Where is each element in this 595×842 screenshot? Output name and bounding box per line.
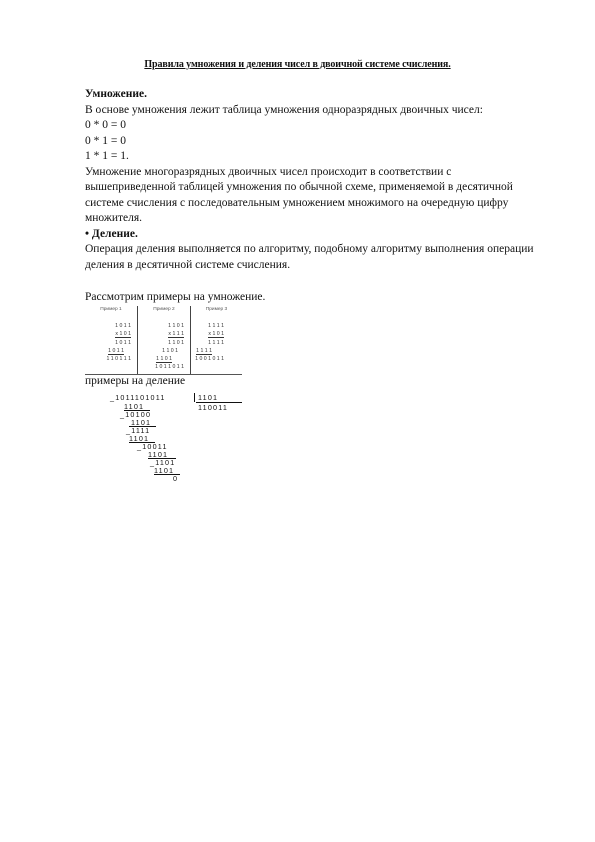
example-line: 1 1 0 1 [162,348,178,354]
example-line: 1 0 1 1 0 1 1 [155,364,184,370]
page-title: Правила умножения и деления чисел в двоичной системе счисления. [144,59,451,70]
multiplication-examples-caption: Рассмотрим примеры на умножение. [85,291,266,303]
multiplication-section [85,87,535,273]
example-line: 1 1 1 1 [196,348,212,354]
division-step: 1101 [129,434,150,443]
division-remainder: 0 [173,474,179,483]
example-header: Пример 2 [153,307,175,312]
example-column [138,306,190,375]
rule-line: 0 * 1 = 0 [85,134,126,147]
multiplication-intro: В основе умножения лежит таблица умножения одноразрядных двоичных чисел: [85,103,483,116]
multiplication-text: Умножение многоразрядных двоичных чисел происходит в соответствии с вышеприведенной таблицей умножения по обычной схеме, применяемой в десятичной системе счисления с последовательным умножением множимого на очередную цифру множителя. [85,165,513,224]
example-line: x 1 0 1 [208,331,224,337]
example-line: 1 0 1 1 [108,348,124,354]
division-bar [194,393,195,402]
example-line: 1 1 0 1 [156,356,172,362]
quotient: 110011 [198,403,229,412]
example-line: x 1 0 1 [115,331,131,337]
example-line: 1 1 0 1 [168,340,184,346]
division-heading: • Деление. [85,227,138,240]
division-step: 1101 [131,418,152,427]
divisor: 1101 [198,393,219,402]
division-examples-caption: примеры на деление [85,375,186,387]
rule-line: 1 * 1 = 1. [85,150,129,162]
multiplication-examples-table [85,306,242,375]
division-step: _10011 [137,442,168,451]
division-step: _1111 [126,426,151,435]
example-line: 1 0 0 1 0 1 1 [195,356,224,362]
example-line: 1 1 1 1 [208,323,224,329]
example-header: Пример 3 [205,307,228,312]
example-line: 1 1 1 1 [208,340,224,346]
multiplication-heading: Умножение. [85,88,147,100]
dividend: _1011101011 [110,393,166,402]
example-column [191,306,242,375]
example-column [85,306,137,375]
division-step: _10100 [120,410,152,419]
division-step: 1101 [124,402,145,411]
division-example [110,393,270,483]
example-line: 1 1 0 1 [168,323,184,329]
example-header: Пример 1 [100,307,122,312]
division-step: _1101 [150,458,176,467]
example-line: 1 0 1 1 [115,340,131,346]
example-line: 1 0 1 1 [115,323,131,329]
rule-line: 0 * 0 = 0 [85,119,126,131]
division-text: Операция деления выполняется по алгоритму, подобному алгоритму выполнения операции деления в десятичной системе счисления. [85,243,534,271]
division-step: 1101 [148,450,169,459]
division-step: 1101 [154,466,175,475]
example-line: 1 1 0 1 1 1 [106,356,131,362]
example-line: x 1 1 1 [168,331,184,337]
